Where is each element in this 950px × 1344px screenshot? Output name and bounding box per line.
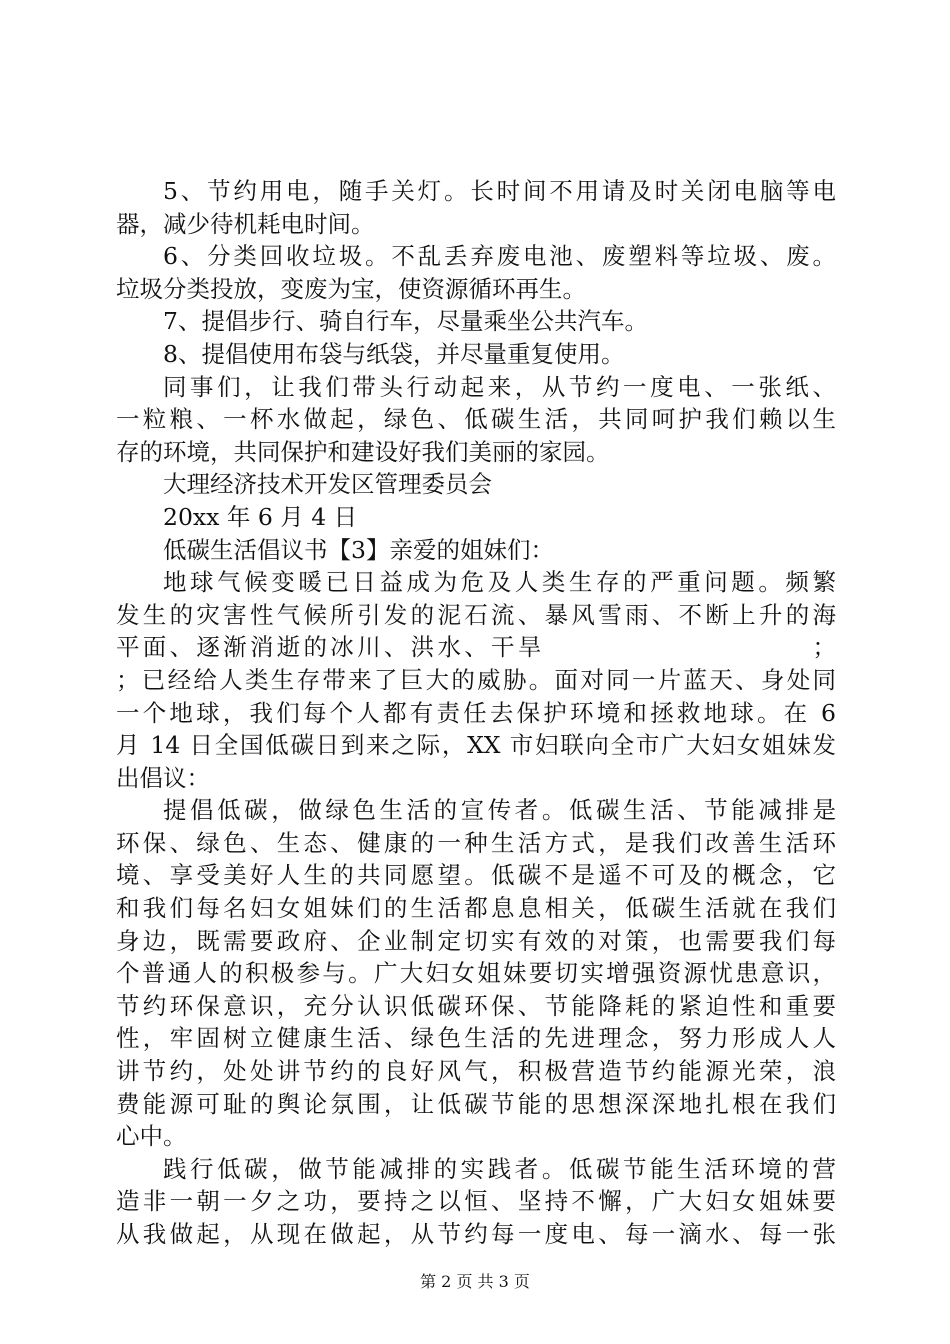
text-line: 6、分类回收垃圾。不乱丢弃废电池、废塑料等垃圾、废。: [163, 242, 836, 271]
text-line: 地球气候变暖已日益成为危及人类生存的严重问题。频繁: [163, 568, 836, 597]
page-footer: 第 2 页 共 3 页: [420, 1272, 530, 1291]
text-line: ；已经给人类生存带来了巨大的威胁。面对同一片蓝天、身处同: [116, 665, 836, 694]
text-line: 节约环保意识，充分认识低碳环保、节能降耗的紧迫性和重要: [116, 991, 836, 1020]
text-line: 平面、逐渐消逝的冰川、洪水、干旱 ；: [116, 633, 836, 662]
text-line: 性，牢固树立健康生活、绿色生活的先进理念，努力形成人人: [116, 1024, 836, 1053]
text-line: 心中。: [116, 1122, 187, 1151]
text-line: 提倡低碳，做绿色生活的宣传者。低碳生活、节能减排是: [163, 796, 836, 825]
text-line: 8、提倡使用布袋与纸袋，并尽量重复使用。: [163, 339, 625, 368]
text-line: 身边，既需要政府、企业制定切实有效的对策，也需要我们每: [116, 926, 836, 955]
text-line: 低碳生活倡议书【3】亲爱的姐妹们：: [163, 535, 554, 564]
text-line: 一粒粮、一杯水做起，绿色、低碳生活，共同呵护我们赖以生: [116, 405, 836, 434]
text-line: 器，减少待机耗电时间。: [116, 209, 375, 238]
text-line: 月 14 日全国低碳日到来之际，XX 市妇联向全市广大妇女姐妹发: [116, 731, 836, 760]
text-line: 5、节约用电，随手关灯。长时间不用请及时关闭电脑等电: [163, 177, 836, 205]
text-line: 7、提倡步行、骑自行车，尽量乘坐公共汽车。: [163, 307, 648, 336]
text-line: 20xx 年 6 月 4 日: [163, 502, 358, 531]
text-line: 存的环境，共同保护和建设好我们美丽的家园。: [116, 437, 610, 466]
text-line: 费能源可耻的舆论氛围，让低碳节能的思想深深地扎根在我们: [116, 1089, 836, 1118]
text-line: 同事们，让我们带头行动起来，从节约一度电、一张纸、: [163, 372, 836, 401]
text-line: 和我们每名妇女姐妹们的生活都息息相关，低碳生活就在我们: [116, 894, 836, 923]
text-line: 垃圾分类投放，变废为宝，使资源循环再生。: [116, 274, 586, 303]
text-line: 出倡议：: [116, 763, 210, 792]
text-line: 环保、绿色、生态、健康的一种生活方式，是我们改善生活环: [116, 828, 836, 857]
text-line: 一个地球，我们每个人都有责任去保护环境和拯救地球。在 6: [116, 698, 836, 727]
text-line: 造非一朝一夕之功，要持之以恒、坚持不懈，广大妇女姐妹要: [116, 1187, 836, 1216]
text-line: 大理经济技术开发区管理委员会: [163, 470, 492, 499]
text-line: 境、享受美好人生的共同愿望。低碳不是遥不可及的概念，它: [116, 861, 836, 890]
document-body: [116, 175, 836, 1251]
text-line: 发生的灾害性气候所引发的泥石流、暴风雪雨、不断上升的海: [116, 600, 836, 629]
text-line: 讲节约，处处讲节约的良好风气，积极营造节约能源光荣，浪: [116, 1057, 836, 1086]
text-line: 践行低碳，做节能减排的实践者。低碳节能生活环境的营: [163, 1154, 836, 1183]
text-line: 从我做起，从现在做起，从节约每一度电、每一滴水、每一张: [116, 1220, 836, 1248]
text-line: 个普通人的积极参与。广大妇女姐妹要切实增强资源忧患意识，: [116, 959, 836, 988]
